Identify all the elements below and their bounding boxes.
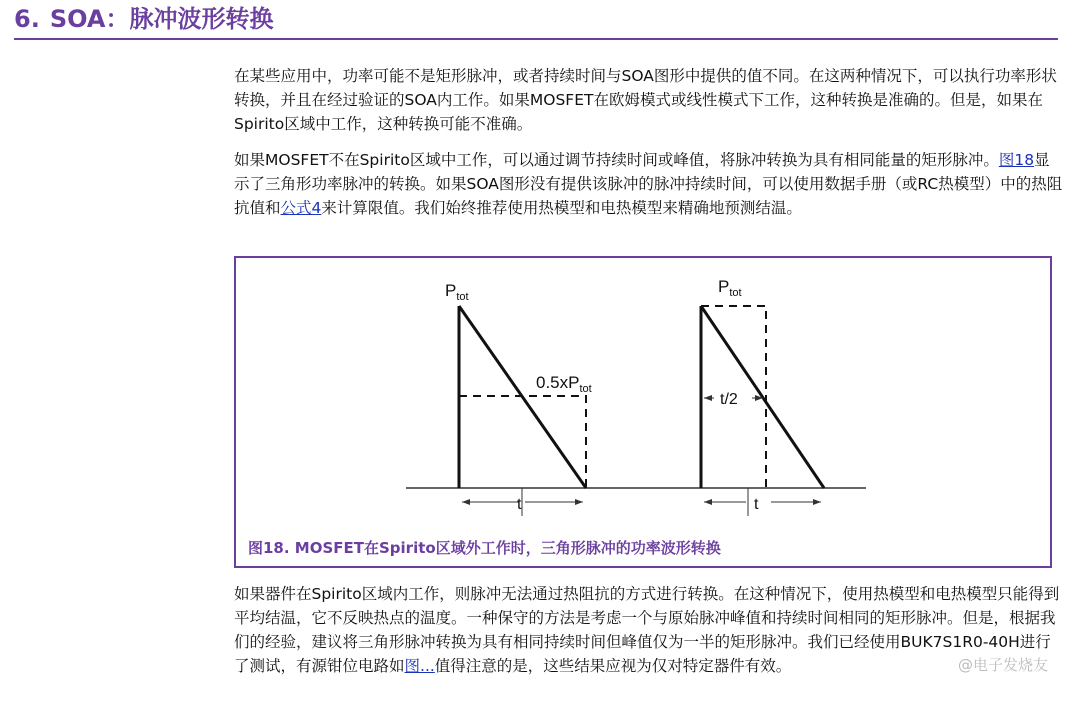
paragraph-text: 来计算限值。我们始终推荐使用热模型和电热模型来精确地预测结温。: [321, 199, 802, 217]
watermark: @电子发烧友: [958, 656, 1049, 674]
right-time-label: t: [754, 496, 759, 513]
right-peak-label: $P_{tot}$: [718, 277, 742, 299]
formula-4-link[interactable]: 公式4: [280, 199, 322, 217]
paragraph-text: 值得注意的是，这些结果应视为仅对特定器件有效。: [434, 657, 792, 675]
left-time-label: t: [517, 496, 522, 513]
paragraph-conversion: [234, 148, 1064, 220]
half-time-label: t/2: [720, 391, 738, 408]
paragraph-text: 如果MOSFET不在Spirito区域中工作，可以通过调节持续时间或峰值，将脉冲转换为具有相同能量的矩形脉冲。: [234, 151, 999, 169]
left-equivalent-rect: [459, 396, 586, 488]
paragraph-text: 显示了三角形功率脉冲的转换。如果SOA图形没有提供该脉冲的脉冲持续时间，可以使用数据手册（或RC热模型）中的热阻抗值和: [234, 151, 1063, 217]
figure-18-link[interactable]: 图18: [998, 151, 1035, 169]
paragraph-spirito: [234, 582, 1064, 678]
half-power-label: $0.5xP_{tot}$: [536, 373, 592, 395]
figure-link[interactable]: 图...: [404, 657, 435, 675]
section-title: SOA：脉冲波形转换: [49, 5, 274, 33]
section-number: 6.: [14, 5, 40, 33]
paragraph-intro: 在某些应用中，功率可能不是矩形脉冲，或者持续时间与SOA图形中提供的值不同。在这两种情况下，可以执行功率形状转换，并且在经过验证的SOA内工作。如果MOSFET在欧姆模式或线性模式下工作，这种转换是准确的。但是，如果在Spirito区域中工作，这种转换可能不准确。: [234, 67, 1057, 133]
waveform-diagram: [236, 258, 1054, 570]
left-peak-label: $P_{tot}$: [445, 281, 469, 303]
figure-18: [234, 256, 1052, 568]
section-heading: [14, 2, 1058, 40]
figure-caption: 图18. MOSFET在Spirito区域外工作时，三角形脉冲的功率波形转换: [248, 539, 721, 557]
paragraph-text: 如果器件在Spirito区域内工作，则脉冲无法通过热阻抗的方式进行转换。在这种情况下，使用热模型和电热模型只能得到平均结温，它不反映热点的温度。一种保守的方法是考虑一个与原始脉冲峰值和持续时间相同的矩形脉冲。但是，根据我们的经验，建议将三角形脉冲转换为具有相同持续时间但峰值仅为一半的矩形脉冲。我们已经使用BUK7S1R0-40H进行了测试，有源钳位电路如: [234, 585, 1060, 675]
